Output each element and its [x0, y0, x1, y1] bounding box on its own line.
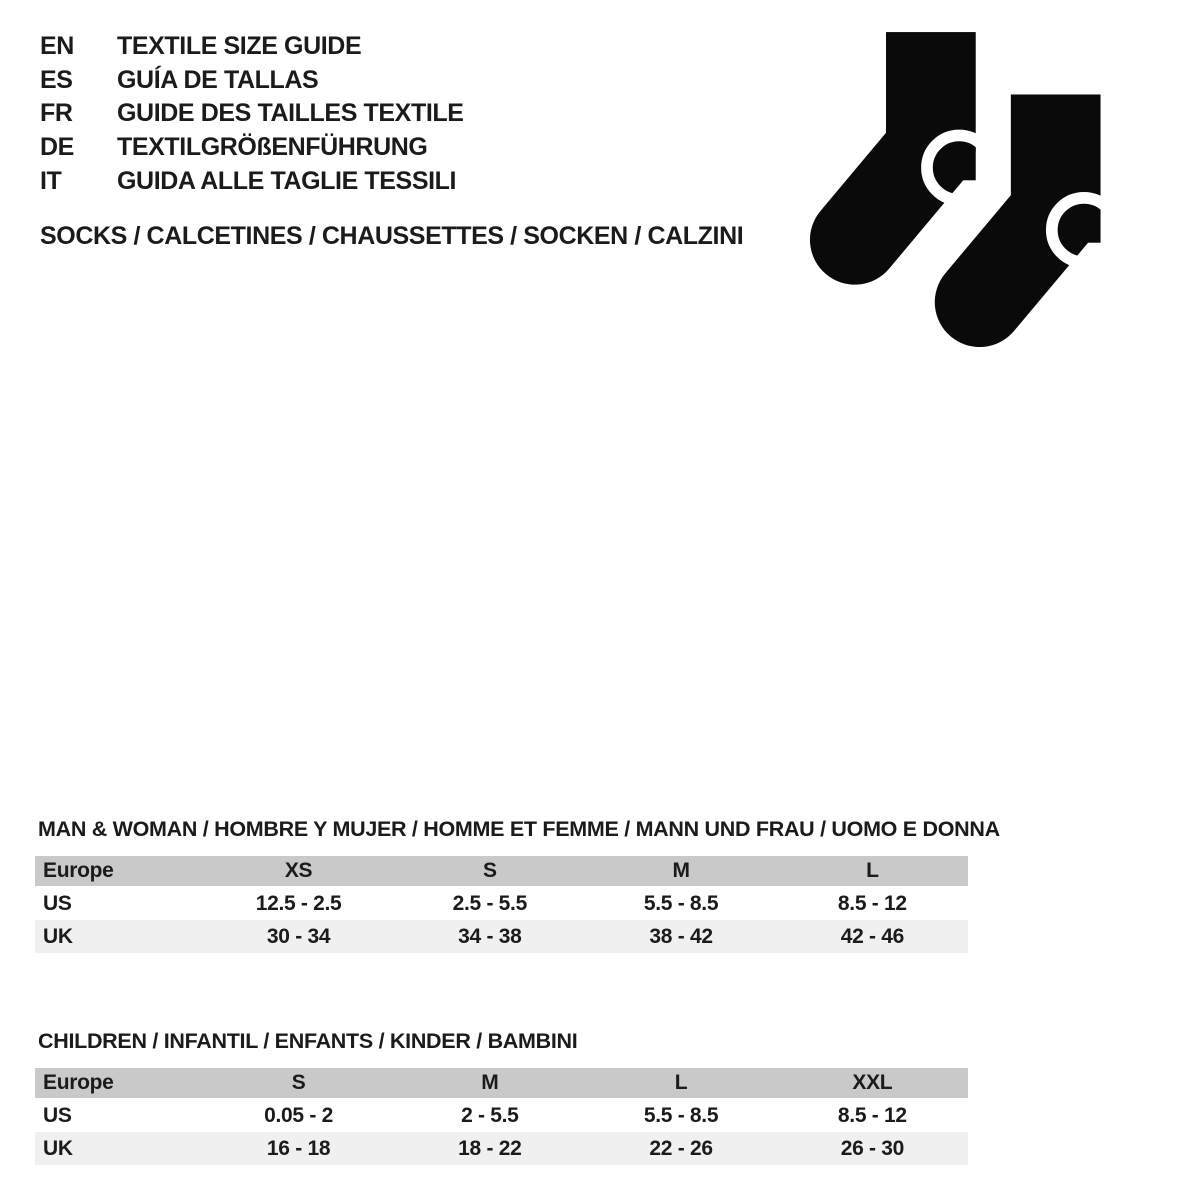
column-header-size: L [866, 858, 879, 882]
language-title: GUIDA ALLE TAGLIE TESSILI [117, 166, 457, 195]
language-row-fr [40, 97, 464, 131]
column-header-size: L [674, 1070, 688, 1094]
row-label: US [43, 892, 72, 916]
language-code: ES [40, 65, 73, 94]
column-header-region: Europe [43, 1070, 114, 1094]
row-label: US [43, 1104, 72, 1128]
column-header-size: M [481, 1070, 499, 1094]
size-range-cell: 42 - 46 [840, 924, 904, 948]
size-range-cell: 0.05 - 2 [264, 1104, 333, 1128]
language-title: GUÍA DE TALLAS [117, 65, 319, 94]
size-range-cell: 2 - 5.5 [461, 1104, 519, 1128]
size-range-cell: 5.5 - 8.5 [643, 1104, 719, 1128]
size-range-cell: 8.5 - 12 [837, 1104, 907, 1128]
language-code: EN [40, 32, 74, 61]
language-code: FR [40, 99, 73, 128]
socks-icon [808, 32, 1122, 352]
language-code: IT [40, 166, 62, 195]
size-range-cell: 18 - 22 [458, 1136, 522, 1160]
language-title: TEXTILE SIZE GUIDE [117, 32, 362, 61]
size-range-cell: 38 - 42 [649, 924, 713, 948]
column-header-size: S [291, 1070, 306, 1094]
man-woman-section [35, 817, 1000, 953]
children-section-title: CHILDREN / INFANTIL / ENFANTS / KINDER / BAMBINI [38, 1029, 578, 1053]
language-row-it [40, 164, 464, 198]
language-row-en [40, 30, 464, 64]
size-range-cell: 22 - 26 [649, 1136, 713, 1160]
language-code: DE [40, 133, 74, 162]
size-range-cell: 2.5 - 5.5 [452, 892, 527, 916]
size-range-cell: 8.5 - 12 [837, 892, 907, 916]
column-header-size: S [482, 858, 497, 882]
man-woman-size-table [35, 856, 968, 953]
table-row-uk [35, 1132, 968, 1165]
language-title: GUIDE DES TAILLES TEXTILE [117, 99, 464, 128]
language-title: TEXTILGRÖßENFÜHRUNG [117, 133, 428, 162]
column-header-size: XXL [852, 1070, 893, 1094]
table-row-uk [35, 920, 968, 953]
table-row-us [35, 887, 968, 920]
row-label: UK [43, 1136, 73, 1160]
children-section [35, 1030, 968, 1165]
column-header-size: XS [284, 858, 313, 882]
children-size-table [35, 1068, 968, 1165]
size-range-cell: 26 - 30 [840, 1136, 904, 1160]
language-row-es [40, 64, 464, 98]
size-range-cell: 30 - 34 [266, 924, 331, 948]
row-label: UK [43, 924, 73, 948]
man-woman-section-title: MAN & WOMAN / HOMBRE Y MUJER / HOMME ET FEMME / MANN UND FRAU / UOMO E DONNA [38, 817, 1000, 841]
table-header-row [35, 1068, 968, 1099]
column-header-size: M [672, 858, 690, 882]
size-range-cell: 5.5 - 8.5 [643, 892, 719, 916]
language-row-de [40, 131, 464, 165]
table-row-us [35, 1099, 968, 1132]
product-category-line: SOCKS / CALCETINES / CHAUSSETTES / SOCKEN / CALZINI [40, 222, 744, 250]
size-range-cell: 12.5 - 2.5 [255, 892, 342, 916]
language-heading-block [40, 30, 464, 198]
size-range-cell: 34 - 38 [458, 924, 522, 948]
table-header-row [35, 856, 968, 887]
size-range-cell: 16 - 18 [266, 1136, 331, 1160]
column-header-region: Europe [43, 858, 114, 882]
